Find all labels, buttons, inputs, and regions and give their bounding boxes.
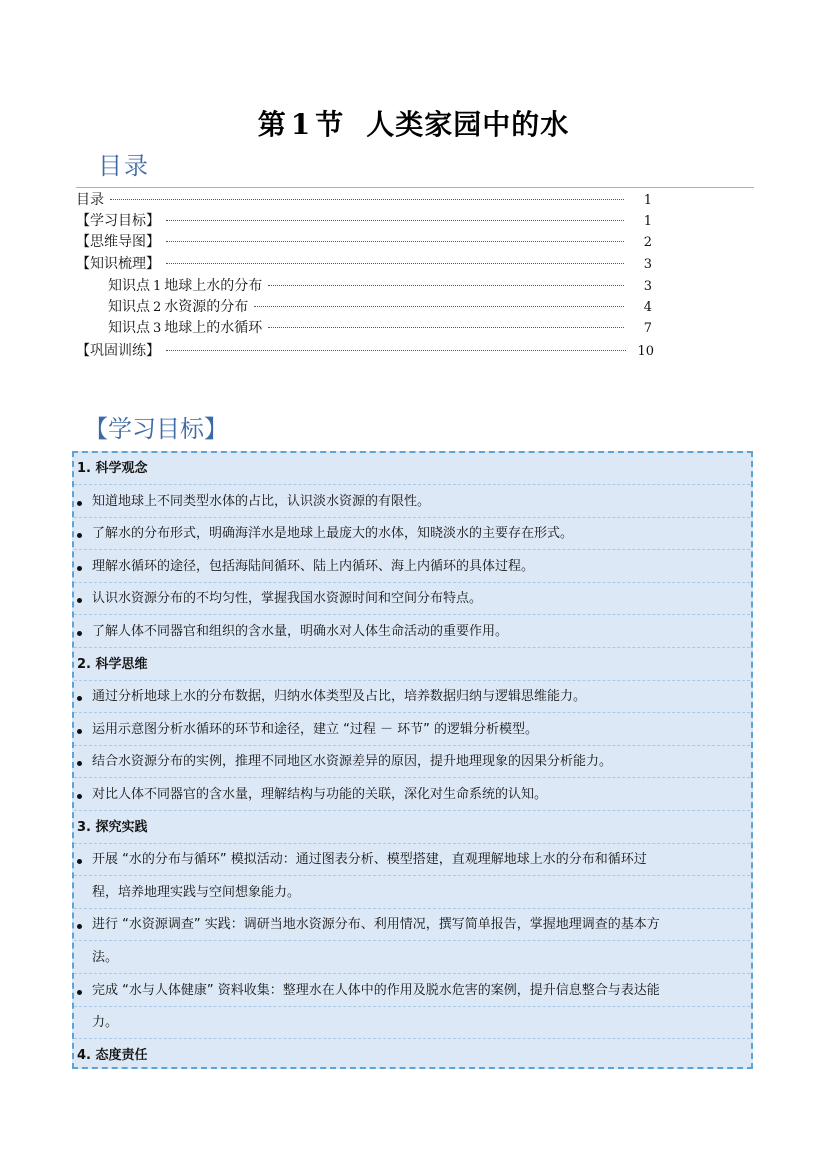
toc-divider: [76, 187, 754, 188]
objective-category: [74, 453, 753, 485]
toc-leader-dots: [166, 220, 624, 221]
toc-heading: 目录: [98, 152, 150, 180]
objective-item: [74, 551, 753, 583]
objective-item: [74, 681, 753, 713]
objective-category: [74, 649, 753, 681]
toc-entry[interactable]: [76, 190, 652, 211]
toc-page-number: 2: [643, 235, 652, 250]
toc-leader-dots: [254, 306, 624, 307]
toc-page-number: 10: [637, 344, 654, 359]
bullet-icon: [77, 859, 82, 864]
objective-item: [74, 909, 753, 941]
learning-objectives-heading: 【学习目标】: [84, 415, 228, 443]
toc-entry[interactable]: [76, 211, 652, 232]
objective-item: [74, 844, 753, 876]
objective-item: [74, 942, 753, 974]
toc-entry-label: 【知识梳理】: [76, 256, 160, 272]
toc-page-number: 3: [643, 257, 652, 272]
objective-item: [74, 1007, 753, 1039]
objective-text: 3. 探究实践: [77, 820, 148, 835]
bullet-icon: [77, 729, 82, 734]
bullet-icon: [77, 501, 82, 506]
objective-text: 认识水资源分布的不均匀性，掌握我国水资源时间和空间分布特点。: [92, 591, 483, 606]
objective-item: [74, 583, 753, 615]
objective-text: 1. 科学观念: [77, 461, 148, 476]
objective-item: [74, 746, 753, 778]
objective-text: 运用示意图分析水循环的环节和途径，建立 “过程 － 环节” 的逻辑分析模型。: [92, 722, 538, 737]
objective-text: 4. 态度责任: [77, 1048, 148, 1063]
objective-item: [74, 877, 753, 909]
objective-text: 了解水的分布形式，明确海洋水是地球上最庞大的水体，知晓淡水的主要存在形式。: [92, 526, 574, 541]
toc-leader-dots: [268, 327, 624, 328]
objective-text: 开展 “水的分布与循环” 模拟活动：通过图表分析、模型搭建，直观理解地球上水的分布和循环过: [92, 852, 647, 867]
bullet-icon: [77, 761, 82, 766]
toc-leader-dots: [166, 350, 626, 351]
toc-page-number: 4: [643, 300, 652, 315]
toc-entry-label: 目录: [76, 192, 104, 208]
objective-text: 了解人体不同器官和组织的含水量，明确水对人体生命活动的重要作用。: [92, 624, 509, 639]
toc-entry[interactable]: [76, 254, 652, 275]
objective-item: [74, 518, 753, 550]
objective-text: 2. 科学思维: [77, 657, 148, 672]
bullet-icon: [77, 631, 82, 636]
toc-entry-label: 知识点 3 地球上的水循环: [108, 320, 263, 336]
toc-leader-dots: [268, 285, 624, 286]
toc-leader-dots: [166, 241, 624, 242]
toc-page-number: 1: [643, 214, 652, 229]
objective-text: 进行 “水资源调查” 实践：调研当地水资源分布、利用情况，撰写简单报告，掌握地理调查的基本方: [92, 917, 660, 932]
bullet-icon: [77, 990, 82, 995]
toc-entry[interactable]: [108, 297, 652, 318]
toc-entry[interactable]: [76, 341, 654, 362]
objective-item: [74, 975, 753, 1007]
objective-item: [74, 616, 753, 648]
objective-category: [74, 1040, 753, 1069]
objective-item: [74, 486, 753, 518]
objective-text: 知道地球上不同类型水体的占比，认识淡水资源的有限性。: [92, 494, 431, 509]
objective-text: 理解水循环的途径，包括海陆间循环、陆上内循环、海上内循环的具体过程。: [92, 559, 535, 574]
objective-text: 结合水资源分布的实例，推理不同地区水资源差异的原因，提升地理现象的因果分析能力。: [92, 754, 613, 769]
learning-objectives-box: [72, 451, 753, 1069]
toc-page-number: 7: [643, 321, 652, 336]
toc-entry[interactable]: [108, 276, 652, 297]
bullet-icon: [77, 696, 82, 701]
objective-text: 完成 “水与人体健康” 资料收集：整理水在人体中的作用及脱水危害的案例，提升信息整合与表达能: [92, 983, 660, 998]
toc-entry-label: 【思维导图】: [76, 234, 160, 250]
bullet-icon: [77, 924, 82, 929]
toc-page-number: 3: [643, 279, 652, 294]
toc-entry[interactable]: [108, 318, 652, 339]
bullet-icon: [77, 598, 82, 603]
page-title: 第 1 节 人类家园中的水: [257, 108, 570, 141]
bullet-icon: [77, 566, 82, 571]
objective-item: [74, 714, 753, 746]
objective-item: [74, 779, 753, 811]
objective-text: 通过分析地球上水的分布数据，归纳水体类型及占比，培养数据归纳与逻辑思维能力。: [92, 689, 587, 704]
toc-entry-label: 知识点 2 水资源的分布: [108, 299, 249, 315]
toc-leader-dots: [110, 199, 624, 200]
objective-text: 力。: [92, 1015, 119, 1030]
objective-text: 法。: [92, 950, 119, 965]
objective-category: [74, 812, 753, 844]
objective-text: 程，培养地理实践与空间想象能力。: [92, 885, 301, 900]
toc-entry[interactable]: [76, 232, 652, 253]
toc-leader-dots: [166, 263, 624, 264]
toc-page-number: 1: [643, 193, 652, 208]
toc-entry-label: 【学习目标】: [76, 213, 160, 229]
bullet-icon: [77, 794, 82, 799]
toc-entry-label: 知识点 1 地球上水的分布: [108, 278, 263, 294]
toc-entry-label: 【巩固训练】: [76, 343, 160, 359]
objective-text: 对比人体不同器官的含水量，理解结构与功能的关联，深化对生命系统的认知。: [92, 787, 548, 802]
bullet-icon: [77, 533, 82, 538]
